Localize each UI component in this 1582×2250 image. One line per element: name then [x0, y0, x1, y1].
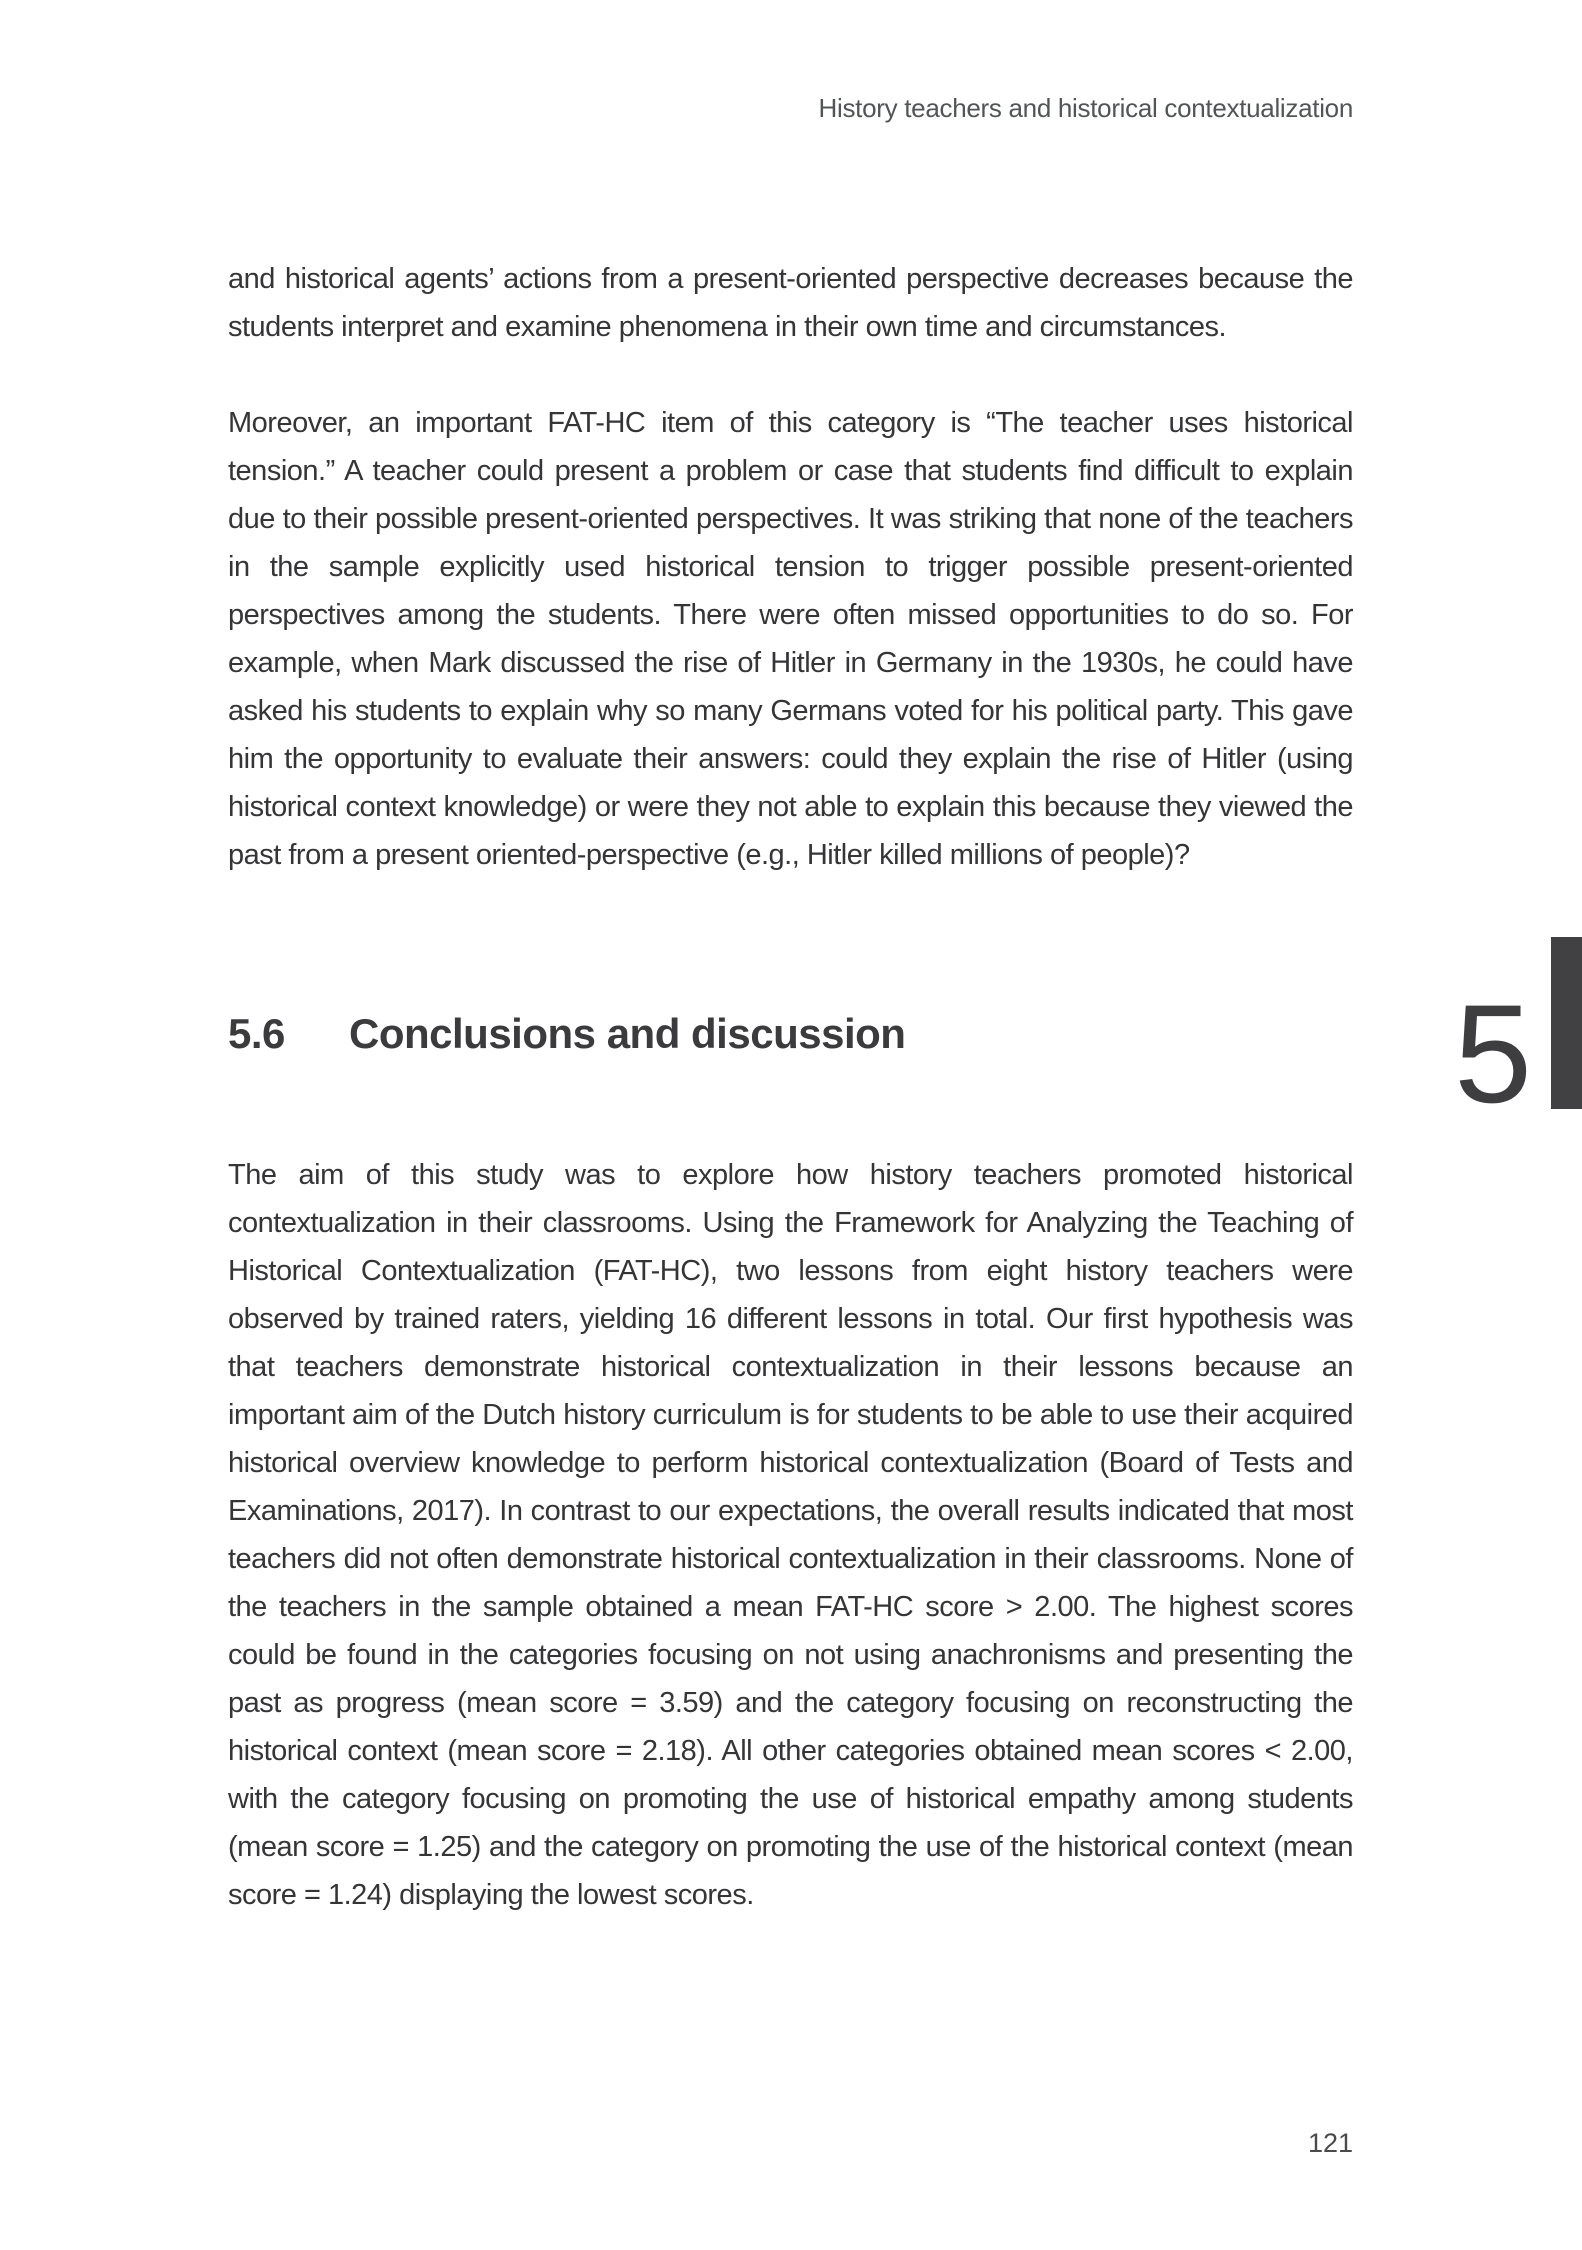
chapter-tab-bar — [1551, 937, 1582, 1109]
paragraph-present-oriented: and historical agents’ actions from a present-oriented perspective decreases because the students interpret and examine phenomena in their own time and circumstances. — [228, 263, 1353, 343]
section-heading — [228, 1006, 1353, 1062]
section-number: 5.6 — [228, 1010, 285, 1057]
page-number: 121 — [1307, 2128, 1353, 2158]
paragraph-historical-tension: Moreover, an important FAT-HC item of this category is “The teacher uses historical tension.” A teacher could present a problem or case that students find difficult to explain due to their possible present-oriented perspectives. It was striking that none of the teachers in the sample explicitly used historical tension to trigger possible present-oriented perspectives among the students. There were often missed opportunities to do so. For example, when Mark discussed the rise of Hitler in Germany in the 1930s, he could have asked his students to explain why so many Germans voted for his political party. This gave him the opportunity to evaluate their answers: could they explain the rise of Hitler (using historical context knowledge) or were they not able to explain this because they viewed the past from a present oriented-perspective (e.g., Hitler killed millions of people)? — [228, 407, 1353, 871]
paragraph-conclusions: The aim of this study was to explore how history teachers promoted historical contextualization in their classrooms. Using the Framework for Analyzing the Teaching of Historical Contextualization (FAT-HC), two lessons from eight history teachers were observed by trained raters, yielding 16 different lessons in total. Our first hypothesis was that teachers demonstrate historical contextualization in their lessons because an important aim of the Dutch history curriculum is for students to be able to use their acquired historical overview knowledge to perform historical contextualization (Board of Tests and Examinations, 2017). In contrast to our expectations, the overall results indicated that most teachers did not often demonstrate historical contextualization in their classrooms. None of the teachers in the sample obtained a mean FAT-HC score > 2.00. The highest scores could be found in the categories focusing on not using anachronisms and presenting the past as progress (mean score = 3.59) and the category focusing on reconstructing the historical context (mean score = 2.18). All other categories obtained mean scores < 2.00, with the category focusing on promoting the use of historical empathy among students (mean score = 1.25) and the category on promoting the use of the historical context (mean score = 1.24) displaying the lowest scores. — [228, 1159, 1353, 1911]
running-header: History teachers and historical contextualization — [818, 93, 1353, 123]
chapter-tab-number: 5 — [1454, 975, 1532, 1132]
section-title: Conclusions and discussion — [349, 1010, 906, 1057]
